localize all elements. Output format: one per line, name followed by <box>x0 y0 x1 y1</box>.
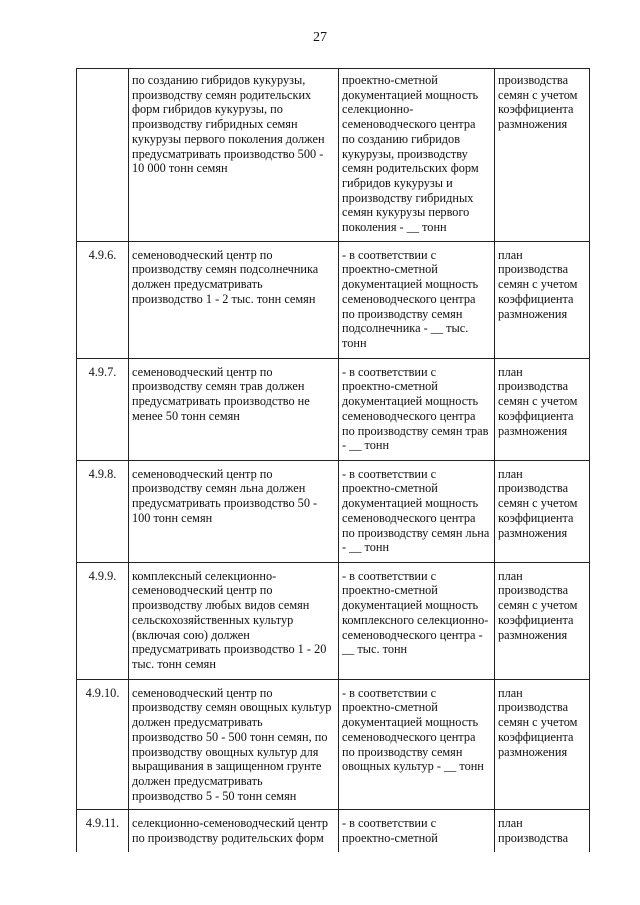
reference-text: - в соответствии с проектно-сметной документацией мощность семеноводческого центра по производству семян льна - __ тонн <box>339 460 495 562</box>
requirement-text: комплексный селекционно-семеноводческий центр по производству любых видов семян сельскохозяйственных культур (включая сою) должен предусматривать производство 1 - 20 тыс. тонн семян <box>129 562 339 679</box>
page-number: 27 <box>313 30 327 45</box>
requirement-text: селекционно-семеноводческий центр по производству родительских форм <box>129 810 339 852</box>
plan-text: производства семян с учетом коэффициента размножения <box>495 69 590 242</box>
reference-text: - в соответствии с проектно-сметной <box>339 810 495 852</box>
table-row <box>77 460 590 562</box>
reference-text: - в соответствии с проектно-сметной документацией мощность семеноводческого центра по производству семян овощных культур - __ тонн <box>339 679 495 810</box>
requirement-text: семеноводческий центр по производству семян трав должен предусматривать производство не менее 50 тонн семян <box>129 358 339 460</box>
row-number: 4.9.8. <box>77 460 129 562</box>
row-number: 4.9.7. <box>77 358 129 460</box>
plan-text: план производства семян с учетом коэффициента размножения <box>495 562 590 679</box>
requirement-text: семеноводческий центр по производству семян овощных культур должен предусматривать производство 50 - 500 тонн семян, по производству овощных культур для выращивания в защищенном грунте должен предусматривать производство 5 - 50 тонн семян <box>129 679 339 810</box>
row-number <box>77 69 129 242</box>
requirement-text: семеноводческий центр по производству семян льна должен предусматривать производство 50 - 100 тонн семян <box>129 460 339 562</box>
plan-text: план производства семян с учетом коэффициента размножения <box>495 460 590 562</box>
table-row <box>77 69 590 242</box>
row-number: 4.9.9. <box>77 562 129 679</box>
row-number: 4.9.10. <box>77 679 129 810</box>
reference-text: - в соответствии с проектно-сметной документацией мощность комплексного селекционно-семеноводческого центра - __ тыс. тонн <box>339 562 495 679</box>
plan-text: план производства <box>495 810 590 852</box>
reference-text: - в соответствии с проектно-сметной документацией мощность семеноводческого центра по производству семян подсолнечника - __ тыс. тонн <box>339 241 495 358</box>
plan-text: план производства семян с учетом коэффициента размножения <box>495 358 590 460</box>
row-number: 4.9.6. <box>77 241 129 358</box>
table-row <box>77 810 590 852</box>
requirement-text: семеноводческий центр по производству семян подсолнечника должен предусматривать производство 1 - 2 тыс. тонн семян <box>129 241 339 358</box>
reference-text: проектно-сметной документацией мощность селекционно-семеноводческого центра по созданию гибридов кукурузы, производству семян родительских форм гибридов кукурузы и производству гибридных семян кукурузы первого поколения - __ тонн <box>339 69 495 242</box>
requirement-text: по созданию гибридов кукурузы, производству семян родительских форм гибридов кукурузы, по производству гибридных семян кукурузы первого поколения должен предусматривать производство 500 - 10 000 тонн семян <box>129 69 339 242</box>
table-row <box>77 562 590 679</box>
row-number: 4.9.11. <box>77 810 129 852</box>
table-row <box>77 241 590 358</box>
table-row <box>77 679 590 810</box>
table-row <box>77 358 590 460</box>
reference-text: - в соответствии с проектно-сметной документацией мощность семеноводческого центра по производству семян трав - __ тонн <box>339 358 495 460</box>
requirements-table <box>76 68 590 852</box>
plan-text: план производства семян с учетом коэффициента размножения <box>495 679 590 810</box>
plan-text: план производства семян с учетом коэффициента размножения <box>495 241 590 358</box>
